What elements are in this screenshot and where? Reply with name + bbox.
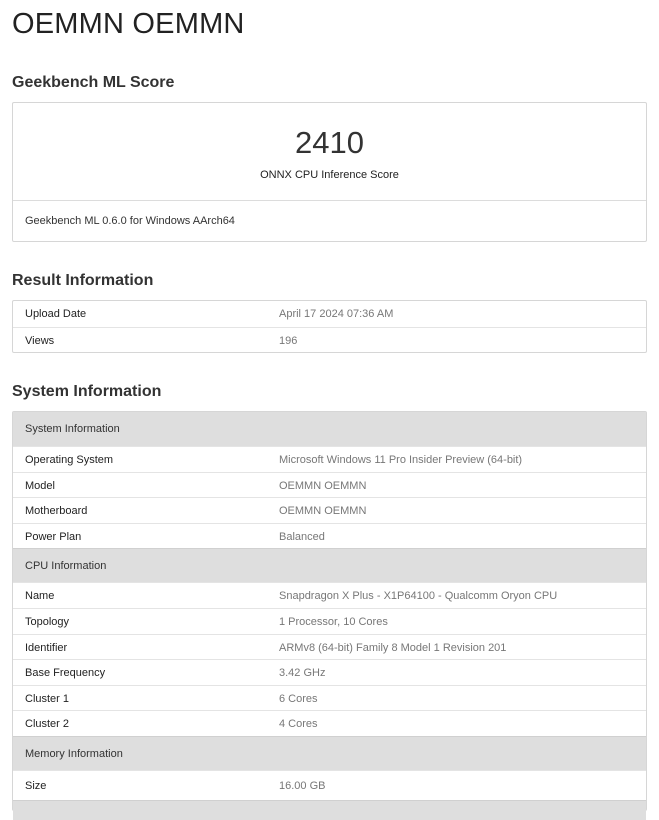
group-header-next [13,800,646,820]
table-row [13,446,646,472]
table-row [13,497,646,523]
result-info-table [12,300,647,353]
score-divider [13,200,646,201]
table-row [13,634,646,660]
row-value: 196 [279,334,298,347]
row-key: Operating System [25,454,114,466]
system-info-table [12,411,647,811]
row-key: Identifier [25,641,68,654]
row-value: Balanced [279,530,325,543]
system-section-heading: System Information [12,383,162,400]
table-row [13,327,646,353]
table-row [13,659,646,685]
row-value: 4 Cores [279,718,318,731]
score-card [12,102,647,242]
row-key: Cluster 2 [25,718,70,731]
table-row [13,770,646,800]
row-value: OEMMN OEMMN [279,505,367,518]
score-label: ONNX CPU Inference Score [260,169,399,181]
row-value: ARMv8 (64-bit) Family 8 Model 1 Revision 201 [279,641,507,654]
row-value: 16.00 GB [279,779,326,792]
score-section-heading: Geekbench ML Score [12,74,175,91]
benchmark-version: Geekbench ML 0.6.0 for Windows AArch64 [25,215,235,227]
row-value: OEMMN OEMMN [279,479,367,492]
table-row [13,608,646,634]
row-value: Snapdragon X Plus - X1P64100 - Qualcomm Oryon CPU [279,590,558,603]
row-value: April 17 2024 07:36 AM [279,308,394,320]
group-header-memory [13,736,646,770]
table-row [13,710,646,736]
table-row [13,523,646,549]
table-row [13,301,646,327]
row-key: Model [25,479,55,492]
group-header-system [13,412,646,446]
row-key: Base Frequency [25,667,106,680]
row-key: Size [25,779,47,792]
row-key: Upload Date [25,308,87,320]
table-row [13,582,646,608]
table-row [13,685,646,711]
row-value: 1 Processor, 10 Cores [279,615,388,628]
result-section-heading: Result Information [12,272,154,289]
row-key: Topology [25,615,70,628]
group-header-cpu [13,548,646,582]
group-title: System Information [25,423,120,435]
row-key: Cluster 1 [25,692,70,705]
group-title: Memory Information [25,747,123,760]
table-row [13,472,646,498]
score-value: 2410 [295,125,364,160]
row-key: Power Plan [25,530,82,543]
group-title: CPU Information [25,560,107,573]
row-key: Motherboard [25,505,88,518]
row-key: Name [25,590,55,603]
row-value: 3.42 GHz [279,667,326,680]
page-title: OEMMN OEMMN [12,8,245,40]
row-value: Microsoft Windows 11 Pro Insider Preview (64-bit) [279,454,523,466]
row-value: 6 Cores [279,692,318,705]
row-key: Views [25,334,55,347]
